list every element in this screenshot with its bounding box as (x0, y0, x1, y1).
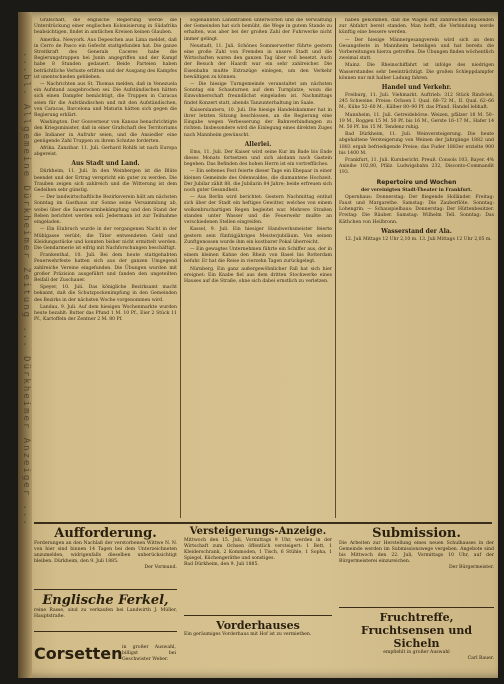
section-heading-trade: Handel und Verkehr. (381, 84, 452, 92)
ad-title: Fruchtreffe, Fruchtsensen und Sicheln (360, 611, 473, 650)
column-2 (184, 18, 332, 518)
binding-gutter (18, 12, 32, 678)
ad-submission (339, 526, 494, 604)
article-paragraph: 12. Juli Mittags 12 Uhr 2,10 m. 13. Juli Mittags 12 Uhr 2,05 m. (345, 236, 492, 242)
article-paragraph: haben gekommen, daß die Wagen mit zahlreichen Reisenden zur Abfahrt bereit standen. Man hofft, die Verbindung werde künftig eine bessere werden. (339, 18, 494, 36)
ad-body: reine Rasse, sind zu verkaufen bei Landwirth J. Müller, Hauptstraße. (34, 608, 177, 619)
gutter-text: ...bl. Allgemeine Dürkheimer Zeitung ... Dürkheimer Anzeiger ... (21, 52, 31, 527)
article-paragraph: — Nachrichten aus St. Thomas melden, daß in Venezuela ein Aufstand ausgebrochen sei. Die Aufständischen hätten sich einen Dampfer bemächtigt, die Truppen in Caracas seien für die Aufständischen und mit den Aufständischen, von Caracas, Barcelona und Maturin hätten sich gegen die Regierung erklärt. (34, 82, 177, 119)
ad-title: Englische Ferkel, (42, 593, 169, 608)
article-paragraph: Bad Dürkheim, 11. Juli. Weinversteigerung. Die heute abgehaltene Versteigerung von Weinen der Jahrgänge 1882 und 1883 ergab befriedigende Preise; das Fuder 1883er erzielte 900 bis 1400 M. (339, 132, 494, 156)
ad-divider (34, 589, 177, 590)
article-paragraph: Opernhaus: Donnerstag: Der fliegende Holländer. Freitag: Faust und Margarethe. Samstag: Die Zauberflöte. Sonntag: Lohengrin. — Schauspielhaus: Donnerstag: Der Hüttenbesitzer. Freitag: Die Räuber. Samstag: Wilhelm Tell. Sonntag: Das Käthchen von Heilbronn. (339, 194, 494, 225)
article-paragraph: Landau, 9. Juli. Auf dem hiesigen Wochenmarkte wurden heute bezahlt: Butter das Pfund 1 M. 10 Pf., Eier 2 Stück 11 Pf., Kartoffeln der Zentner 2 M. 80 Pf. (34, 304, 177, 323)
theatre-subheading: der vereinigten Stadt-Theater in Frankfurt. (361, 187, 472, 193)
ad-ferkel (34, 593, 177, 629)
column-3 (339, 18, 494, 518)
article-paragraph: Grafschaft, die englische Regierung werde die Unterdrückung einer englischen Kolonisierung in Südafrika beabsichtigen, findet in amtlichen Kreisen keinen Glauben. (34, 18, 177, 36)
ad-body: Mittwoch den 15. Juli, Vormittags 9 Uhr, werden in der Wirtschaft zum Ochsen öffentlich versteigert: 1 Bett, 1 Kleiderschrank, 2 Kommoden, 1 Tisch, 6 Stühle, 1 Sopha, 1 Spiegel, Küchengeräthe und sonstiges. (184, 538, 332, 561)
section-heading-theatre: Repertoire und Wochen (376, 178, 457, 186)
ad-versteigerung (184, 526, 332, 612)
ad-title: Aufforderung. (54, 526, 157, 541)
ad-divider (339, 607, 494, 608)
ad-divider (184, 615, 332, 616)
ad-signature: Der Bürgermeister. (448, 565, 494, 570)
ad-body: empfiehlt in großer Auswahl (383, 650, 450, 655)
article-paragraph: Neustadt, 11. Juli. Schönes Sommerwetter führte gestern eine große Zahl von Fremden in unsere Stadt und die Wirtschaften waren den ganzen Tag über voll besetzt. Auch der Besuch der Haardt war ein sehr zahlreicher. Die Eisenbahn mußte Extrazüge einlegen, um den Verkehr bewältigen zu können. (184, 43, 332, 80)
article-paragraph: — Der landwirtschaftliche Bezirksverein hält am nächsten Sonntag im Gasthaus zur Sonne seine Versammlung ab, wobei über die Sauerwurmbekämpfung und den Stand der Reben berichtet werden soll. Jedermann ist zur Teilnahme eingeladen. (34, 195, 177, 226)
article-paragraph: — Ein seltenes Fest feierte dieser Tage ein Ehepaar in einer kleinen Gemeinde des Odenwaldes, die diamantene Hochzeit. Der Jubilar zählt 88, die Jubilarin 84 Jahre; beide erfreuen sich noch guter Gesundheit. (184, 169, 332, 194)
ad-fruchtreffe (339, 611, 494, 671)
column-1 (34, 18, 177, 518)
ad-title: Vorderhauses (216, 619, 300, 632)
article-paragraph: — Ein gewagtes Unternehmen führte ein Schiffer aus, der in einem kleinen Kahne den Rhein von Basel bis Rotterdam befuhr. Er hat die Reise in vierzehn Tagen zurückgelegt. (184, 246, 332, 265)
newspaper-page (18, 12, 498, 678)
article-paragraph: sogenannten Landstraßen unterworfen und die Verwaltung der Gemeinden hat sich bemüht, die Wege in gutem Stande zu erhalten, was aber bei der großen Zahl der Fuhrwerke nicht immer gelingt. (184, 18, 332, 42)
ad-body: Ein geräumiges Vorderhaus mit Hof ist zu vermiethen. (184, 632, 312, 637)
article-paragraph: — Die hiesige Turngemeinde veranstaltet am nächsten Sonntag ein Schauturnen auf dem Turnplatze, wozu die Einwohnerschaft freundlichst eingeladen ist. Nachmittags findet Konzert statt, abends Tanzunterhaltung im Saale. (184, 82, 332, 106)
ad-body: in großer Auswahl, billigst bei Geschwister Weber. (122, 645, 176, 662)
column-rule (180, 18, 181, 518)
ad-aufforderung (34, 526, 177, 586)
ad-title: Versteigerungs-Anzeige. (189, 526, 327, 537)
section-heading-local: Aus Stadt und Land. (71, 160, 140, 168)
ad-body: Die Arbeiten zur Herstellung eines neuen Schulhauses in der Gemeinde werden im Submissionswege vergeben. Angebote sind bis Mittwoch den 22. Juli, Vormittags 10 Uhr, auf der Bürgermeisterei einzureichen. (339, 541, 494, 564)
article-paragraph: Frankfurt, 11. Juli. Kursbericht. Preuß. Consols 103, Bayer. 4% Anleihe 102,80, Pfälz. Ludwigsbahn 232, Disconto-Commandit 193. (339, 158, 494, 176)
article-paragraph: Washington. Der Gouverneur von Kansas benachrichtigte den Kriegsminister, daß in einer Grafschaft des Territoriums die Indianer in Aufruhr seien, und die Ansiedler eine genügende Zahl Truppen zu ihrem Schutze forderten. (34, 120, 177, 144)
article-paragraph: — Aus Berlin wird berichtet: Gestern Nachmittag entlud sich über der Stadt ein heftiges Gewitter, welches von einem wolkenbruchartigen Regen begleitet war. Mehrere Straßen standen unter Wasser und die Feuerwehr mußte an verschiedenen Stellen eingreifen. (184, 195, 332, 226)
column-rule (335, 18, 336, 518)
article-paragraph: Afrika. Zanzibar. 11. Juli. Gerhard Rohlfs ist nach Europa abgereist. (34, 146, 177, 158)
article-paragraph: Nürnberg. Ein ganz außergewöhnlicher Fall hat sich hier ereignet: Ein Knabe fiel aus dem dritten Stockwerke eines Hauses auf die Straße, ohne sich dabei ernstlich zu verletzen. (184, 266, 332, 284)
article-paragraph: Freiburg, 11. Juli. Viehmarkt. Auftrieb: 312 Stück Rindvieh, 245 Schweine. Preise: Ochsen I. Qual. 68–72 M., II. Qual. 62–66 M.; Kühe 52–60 M.; Kälber 80–90 Pf. das Pfund. Handel lebhaft. (339, 93, 494, 111)
article-paragraph: Dürkheim, 11. Juli. In den Weinbergen ist die Blüte beendet und der Ertrag verspricht ein guter zu werden. Die Trauben zeigen sich zahlreich und die Witterung ist dem Gedeihen sehr günstig. (34, 169, 177, 194)
article-paragraph: Kassel, 9. Juli. Ein hiesiger Handwerksmeister feierte gestern sein fünfzigjähriges Meisterjubiläum. Von seinen Zunftgenossen wurde ihm ein kostbarer Pokal überreicht. (184, 227, 332, 245)
article-paragraph: — Der hiesige Männergesangverein wird sich an dem Gesangsfeste in Mannheim beteiligen und hat bereits die Vorbereitungen hierzu getroffen. Die Übungen finden wöchentlich zweimal statt. (339, 37, 494, 62)
section-heading-water: Wasserstand der Ala. (381, 227, 452, 235)
section-heading-misc: Allerlei. (244, 140, 272, 148)
ad-divider (34, 631, 177, 632)
article-paragraph: Mannheim, 11. Juli. Getreidebörse. Weizen, pfälzer 18 M. 50–19 M., Roggen 15 M. 50 Pf. bis 16 M., Gerste 16–17 M., Hafer 14 M. 50 Pf. bis 15 M. Tendenz ruhig. (339, 112, 494, 131)
ad-title: Corsetten (34, 644, 123, 663)
article-paragraph: Mainz. Die Rheinschiffahrt ist infolge des niedrigen Wasserstandes sehr beeinträchtigt. Die großen Schleppdampfer können nur mit halber Ladung fahren. (339, 63, 494, 81)
article-paragraph: Kaiserslautern, 10. Juli. Die hiesige Handelskammer hat in ihrer letzten Sitzung beschlossen, an die Regierung eine Eingabe wegen Verbesserung der Bahnverbindungen zu richten. Insbesondere wird die Einlegung eines direkten Zuges nach Mannheim gewünscht. (184, 107, 332, 138)
article-paragraph: — Ein Einbruch wurde in der vergangenen Nacht in der Mühlgasse verübt; die Täter entwendeten Geld und Kleidungsstücke und konnten bisher nicht ermittelt werden. Die Gendarmerie ist eifrig mit Nachforschungen beschäftigt. (34, 227, 177, 251)
ad-vorderhaus (184, 619, 332, 669)
ad-signature: Der Vormund. (144, 565, 177, 570)
ad-title: Submission. (372, 526, 461, 541)
ad-signature: Carl Bauer. (467, 656, 494, 661)
ad-signature: Bad Dürkheim, den 9. Juli 1885. (184, 562, 259, 567)
article-paragraph: Amerika. Newyork. Aus Depeschen aus Lima meldet, daß in Cerro de Pasco ein Gefecht stattgefunden hat. Die ganze Streitkraft des Generals Caceres habe die Regierungstruppen bei Junin angegriffen und der Kampf habe 8 Stunden gedauert. Beide Parteien haben beträchtliche Verluste erlitten und der Ausgang des Kampfes ist unentschieden geblieben. (34, 37, 177, 80)
ads-divider (34, 522, 492, 524)
ad-corsetten (34, 635, 177, 673)
article-paragraph: Frankenthal, 10. Juli. Bei dem heute stattgehabten Feuerwehrfeste hatten sich aus der ganzen Umgegend zahlreiche Vereine eingefunden. Die Übungen wurden mit großer Präzision ausgeführt und fanden den ungeteilten Beifall der Zuschauer. (34, 253, 177, 283)
article-paragraph: Speyer, 10. Juli. Das königliche Bezirksamt macht bekannt, daß die Schutzpockenimpfung in den Gemeinden des Bezirks in der nächsten Woche vorgenommen wird. (34, 285, 177, 303)
article-paragraph: Ems, 11. Juli. Der Kaiser wird seine Kur im Bade bis Ende dieses Monats fortsetzen und sich alsdann nach Gastein begeben. Das Befinden des hohen Herrn ist ein vortreffliches. (184, 149, 332, 168)
ad-body: Forderungen an den Nachlaß der verstorbenen Wittwe N. N. von hier sind binnen 14 Tagen bei dem Unterzeichneten anzumelden, widrigenfalls dieselben unberücksichtigt bleiben. Dürkheim, den 9. Juli 1885. (34, 541, 177, 564)
